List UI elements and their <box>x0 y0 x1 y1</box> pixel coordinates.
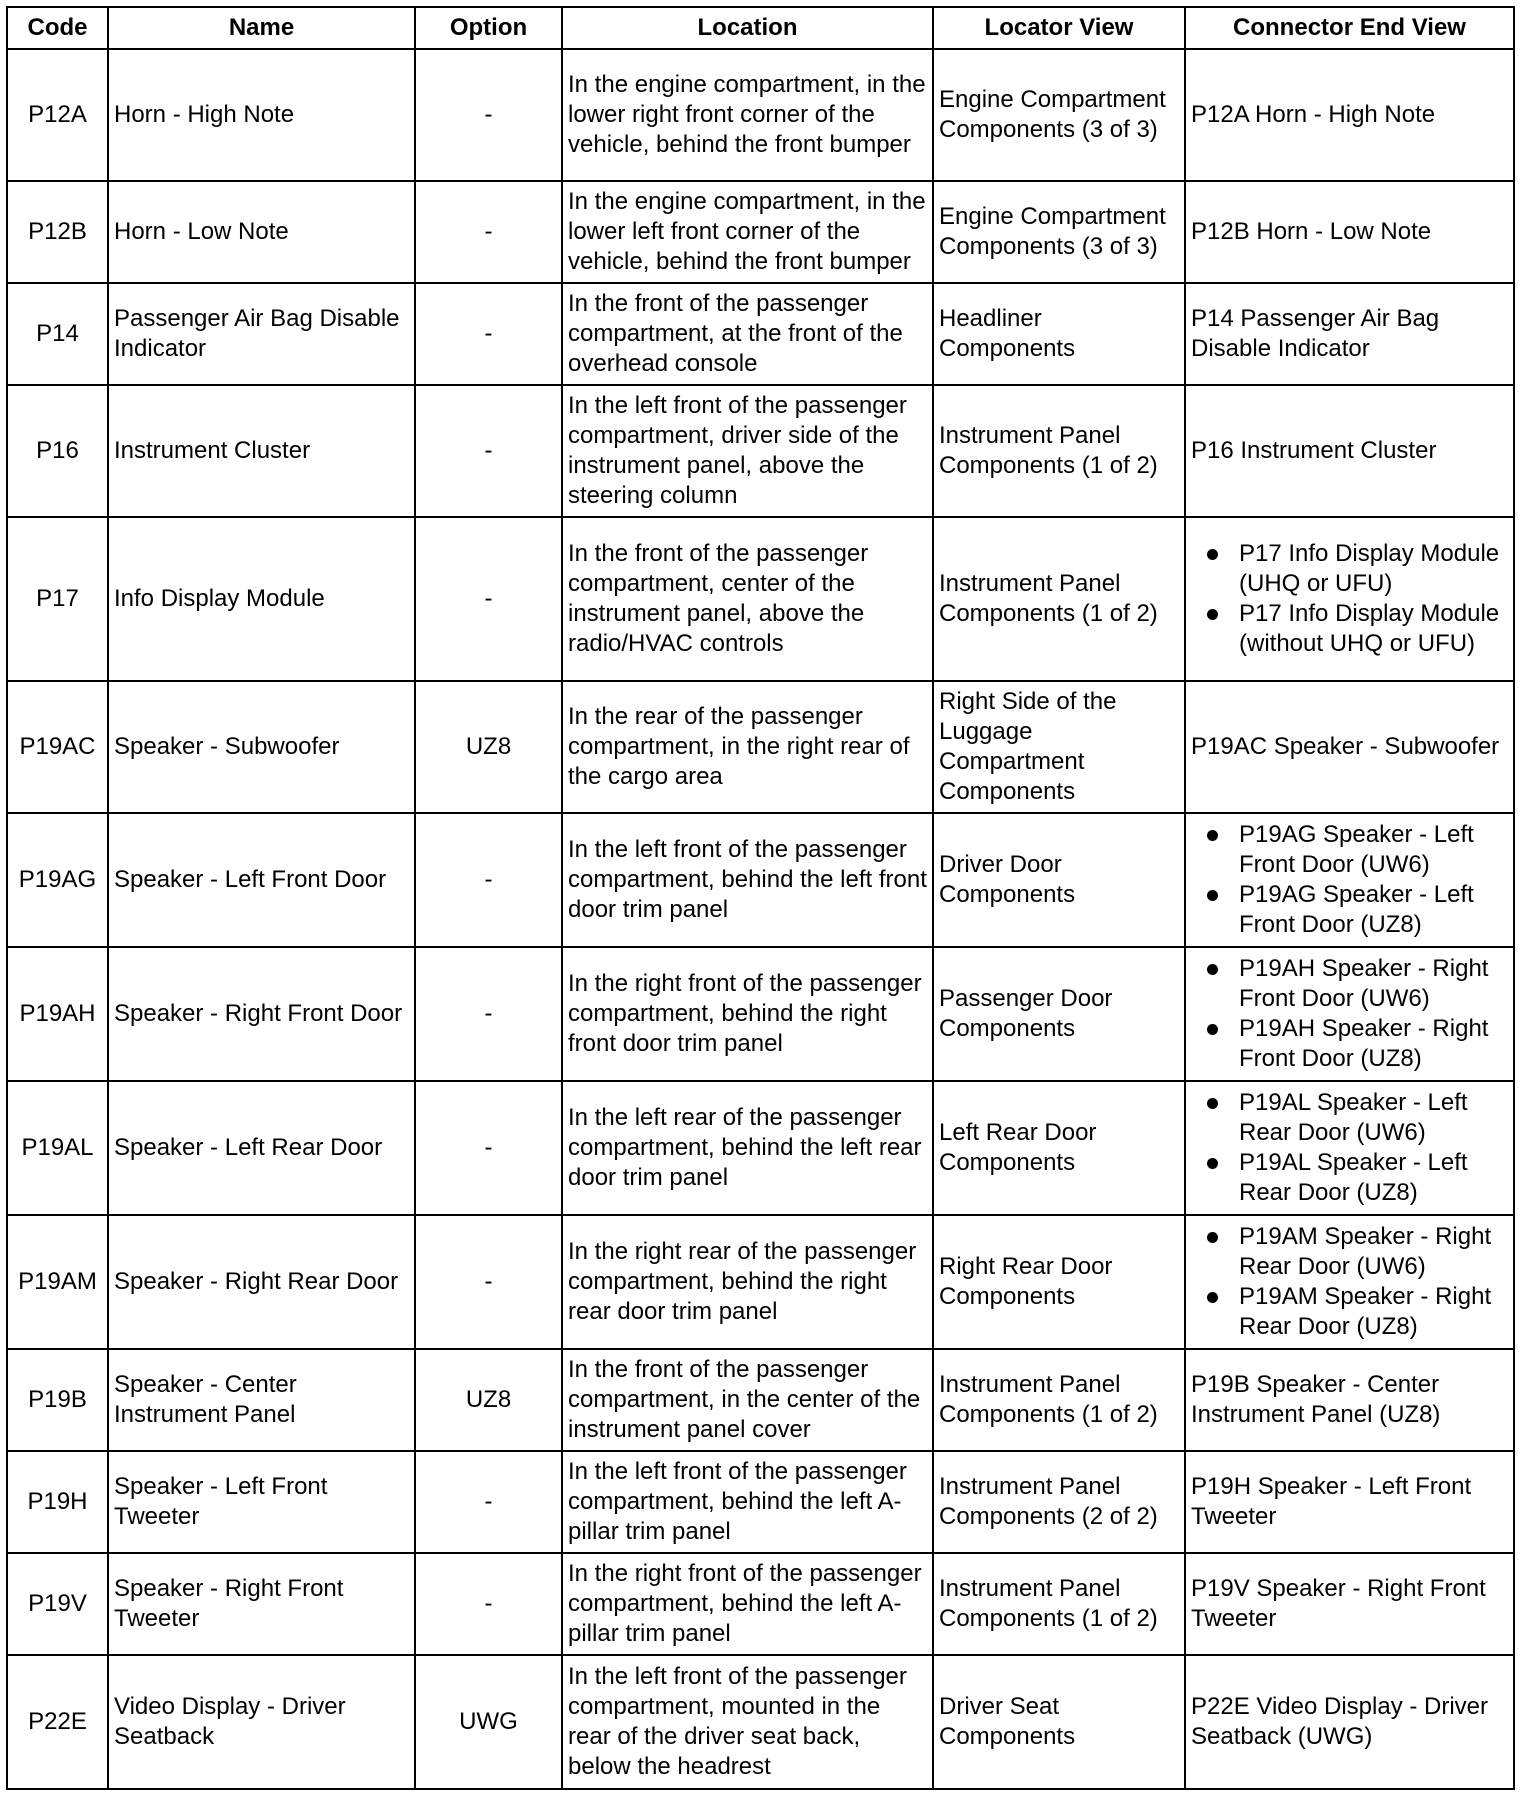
locator-view-cell: Instrument Panel Components (1 of 2) <box>933 1349 1185 1451</box>
connector-end-view-cell <box>1185 385 1514 517</box>
code-cell: P14 <box>7 283 108 385</box>
connector-end-view-list <box>1191 539 1508 659</box>
option-cell: UZ8 <box>415 1349 562 1451</box>
name-cell: Video Display - Driver Seatback <box>108 1655 415 1789</box>
header-name: Name <box>108 7 415 49</box>
code-cell: P12A <box>7 49 108 181</box>
name-cell: Speaker - Center Instrument Panel <box>108 1349 415 1451</box>
locator-view-cell: Passenger Door Components <box>933 947 1185 1081</box>
connector-end-view-link[interactable]: P19AM Speaker - Right Rear Door (UZ8) <box>1191 1282 1508 1342</box>
connector-end-view-link[interactable]: P19AC Speaker - Subwoofer <box>1191 733 1500 760</box>
connector-end-view-link[interactable]: P19H Speaker - Left Front Tweeter <box>1191 1473 1472 1530</box>
document-page <box>6 6 1515 1790</box>
location-cell: In the left front of the passenger compartment, mounted in the rear of the driver seat back, below the headrest <box>562 1655 933 1789</box>
connector-end-view-cell <box>1185 1451 1514 1553</box>
name-cell: Speaker - Left Rear Door <box>108 1081 415 1215</box>
component-locator-table <box>6 6 1515 1790</box>
option-cell: - <box>415 283 562 385</box>
name-cell: Speaker - Subwoofer <box>108 681 415 813</box>
header-option: Option <box>415 7 562 49</box>
connector-end-view-link[interactable]: P19AG Speaker - Left Front Door (UW6) <box>1191 820 1508 880</box>
connector-end-view-cell <box>1185 517 1514 681</box>
location-cell: In the front of the passenger compartment, center of the instrument panel, above the radio/HVAC controls <box>562 517 933 681</box>
header-row <box>7 7 1514 49</box>
code-cell: P17 <box>7 517 108 681</box>
location-cell: In the left front of the passenger compartment, behind the left A-pillar trim panel <box>562 1451 933 1553</box>
connector-end-view-cell <box>1185 283 1514 385</box>
locator-view-cell: Right Side of the Luggage Compartment Components <box>933 681 1185 813</box>
connector-end-view-list <box>1191 954 1508 1074</box>
header-connector-end-view: Connector End View <box>1185 7 1514 49</box>
name-cell: Speaker - Right Rear Door <box>108 1215 415 1349</box>
table-row <box>7 181 1514 283</box>
location-cell: In the left front of the passenger compartment, behind the left front door trim panel <box>562 813 933 947</box>
table-row <box>7 947 1514 1081</box>
connector-end-view-list <box>1191 1088 1508 1208</box>
connector-end-view-link[interactable]: P19AG Speaker - Left Front Door (UZ8) <box>1191 880 1508 940</box>
name-cell: Horn - High Note <box>108 49 415 181</box>
locator-view-cell: Driver Seat Components <box>933 1655 1185 1789</box>
connector-end-view-link[interactable]: P12A Horn - High Note <box>1191 101 1436 128</box>
connector-end-view-link[interactable]: P17 Info Display Module (UHQ or UFU) <box>1191 539 1508 599</box>
name-cell: Speaker - Left Front Tweeter <box>108 1451 415 1553</box>
connector-end-view-link[interactable]: P19AL Speaker - Left Rear Door (UZ8) <box>1191 1148 1508 1208</box>
location-cell: In the front of the passenger compartment, in the center of the instrument panel cover <box>562 1349 933 1451</box>
connector-end-view-link[interactable]: P19AH Speaker - Right Front Door (UZ8) <box>1191 1014 1508 1074</box>
option-cell: - <box>415 947 562 1081</box>
connector-end-view-link[interactable]: P19B Speaker - Center Instrument Panel (UZ8) <box>1191 1371 1441 1428</box>
connector-end-view-link[interactable]: P19AL Speaker - Left Rear Door (UW6) <box>1191 1088 1508 1148</box>
code-cell: P22E <box>7 1655 108 1789</box>
connector-end-view-link[interactable]: P22E Video Display - Driver Seatback (UWG) <box>1191 1693 1489 1750</box>
code-cell: P19AL <box>7 1081 108 1215</box>
connector-end-view-link[interactable]: P19AM Speaker - Right Rear Door (UW6) <box>1191 1222 1508 1282</box>
location-cell: In the engine compartment, in the lower right front corner of the vehicle, behind the front bumper <box>562 49 933 181</box>
option-cell: - <box>415 813 562 947</box>
table-row <box>7 681 1514 813</box>
table-row <box>7 1081 1514 1215</box>
locator-view-cell: Instrument Panel Components (1 of 2) <box>933 517 1185 681</box>
option-cell: - <box>415 1215 562 1349</box>
connector-end-view-link[interactable]: P12B Horn - Low Note <box>1191 218 1432 245</box>
locator-view-cell: Engine Compartment Components (3 of 3) <box>933 49 1185 181</box>
header-code: Code <box>7 7 108 49</box>
code-cell: P19AM <box>7 1215 108 1349</box>
table-row <box>7 283 1514 385</box>
code-cell: P16 <box>7 385 108 517</box>
option-cell: UWG <box>415 1655 562 1789</box>
table-row <box>7 813 1514 947</box>
locator-view-cell: Engine Compartment Components (3 of 3) <box>933 181 1185 283</box>
table-row <box>7 49 1514 181</box>
connector-end-view-cell <box>1185 1655 1514 1789</box>
locator-view-cell: Instrument Panel Components (1 of 2) <box>933 385 1185 517</box>
connector-end-view-cell <box>1185 947 1514 1081</box>
code-cell: P19AC <box>7 681 108 813</box>
option-cell: - <box>415 181 562 283</box>
option-cell: - <box>415 1553 562 1655</box>
connector-end-view-list <box>1191 1222 1508 1342</box>
name-cell: Info Display Module <box>108 517 415 681</box>
option-cell: - <box>415 385 562 517</box>
connector-end-view-link[interactable]: P19V Speaker - Right Front Tweeter <box>1191 1575 1486 1632</box>
table-row <box>7 1553 1514 1655</box>
locator-view-cell: Right Rear Door Components <box>933 1215 1185 1349</box>
location-cell: In the left rear of the passenger compartment, behind the left rear door trim panel <box>562 1081 933 1215</box>
connector-end-view-cell <box>1185 681 1514 813</box>
location-cell: In the front of the passenger compartment, at the front of the overhead console <box>562 283 933 385</box>
table-row <box>7 1655 1514 1789</box>
code-cell: P19B <box>7 1349 108 1451</box>
table-row <box>7 1349 1514 1451</box>
connector-end-view-link[interactable]: P19AH Speaker - Right Front Door (UW6) <box>1191 954 1508 1014</box>
connector-end-view-cell <box>1185 1349 1514 1451</box>
name-cell: Speaker - Right Front Tweeter <box>108 1553 415 1655</box>
location-cell: In the left front of the passenger compartment, driver side of the instrument panel, above the steering column <box>562 385 933 517</box>
table-row <box>7 385 1514 517</box>
option-cell: - <box>415 49 562 181</box>
header-locator-view: Locator View <box>933 7 1185 49</box>
table-row <box>7 1215 1514 1349</box>
connector-end-view-link[interactable]: P14 Passenger Air Bag Disable Indicator <box>1191 305 1440 362</box>
code-cell: P19AH <box>7 947 108 1081</box>
locator-view-cell: Driver Door Components <box>933 813 1185 947</box>
name-cell: Speaker - Right Front Door <box>108 947 415 1081</box>
code-cell: P12B <box>7 181 108 283</box>
connector-end-view-cell <box>1185 1553 1514 1655</box>
connector-end-view-cell <box>1185 49 1514 181</box>
connector-end-view-link[interactable]: P17 Info Display Module (without UHQ or UFU) <box>1191 599 1508 659</box>
table-row <box>7 1451 1514 1553</box>
locator-view-cell: Instrument Panel Components (2 of 2) <box>933 1451 1185 1553</box>
locator-view-cell: Headliner Components <box>933 283 1185 385</box>
option-cell: - <box>415 1081 562 1215</box>
connector-end-view-cell <box>1185 1081 1514 1215</box>
location-cell: In the rear of the passenger compartment, in the right rear of the cargo area <box>562 681 933 813</box>
code-cell: P19V <box>7 1553 108 1655</box>
code-cell: P19H <box>7 1451 108 1553</box>
name-cell: Horn - Low Note <box>108 181 415 283</box>
option-cell: - <box>415 517 562 681</box>
name-cell: Instrument Cluster <box>108 385 415 517</box>
connector-end-view-cell <box>1185 181 1514 283</box>
table-row <box>7 517 1514 681</box>
connector-end-view-list <box>1191 820 1508 940</box>
option-cell: UZ8 <box>415 681 562 813</box>
location-cell: In the right front of the passenger compartment, behind the left A-pillar trim panel <box>562 1553 933 1655</box>
name-cell: Passenger Air Bag Disable Indicator <box>108 283 415 385</box>
header-location: Location <box>562 7 933 49</box>
option-cell: - <box>415 1451 562 1553</box>
location-cell: In the engine compartment, in the lower left front corner of the vehicle, behind the front bumper <box>562 181 933 283</box>
locator-view-cell: Instrument Panel Components (1 of 2) <box>933 1553 1185 1655</box>
locator-view-cell: Left Rear Door Components <box>933 1081 1185 1215</box>
name-cell: Speaker - Left Front Door <box>108 813 415 947</box>
connector-end-view-link[interactable]: P16 Instrument Cluster <box>1191 437 1437 464</box>
location-cell: In the right front of the passenger compartment, behind the right front door trim panel <box>562 947 933 1081</box>
code-cell: P19AG <box>7 813 108 947</box>
location-cell: In the right rear of the passenger compartment, behind the right rear door trim panel <box>562 1215 933 1349</box>
connector-end-view-cell <box>1185 813 1514 947</box>
connector-end-view-cell <box>1185 1215 1514 1349</box>
